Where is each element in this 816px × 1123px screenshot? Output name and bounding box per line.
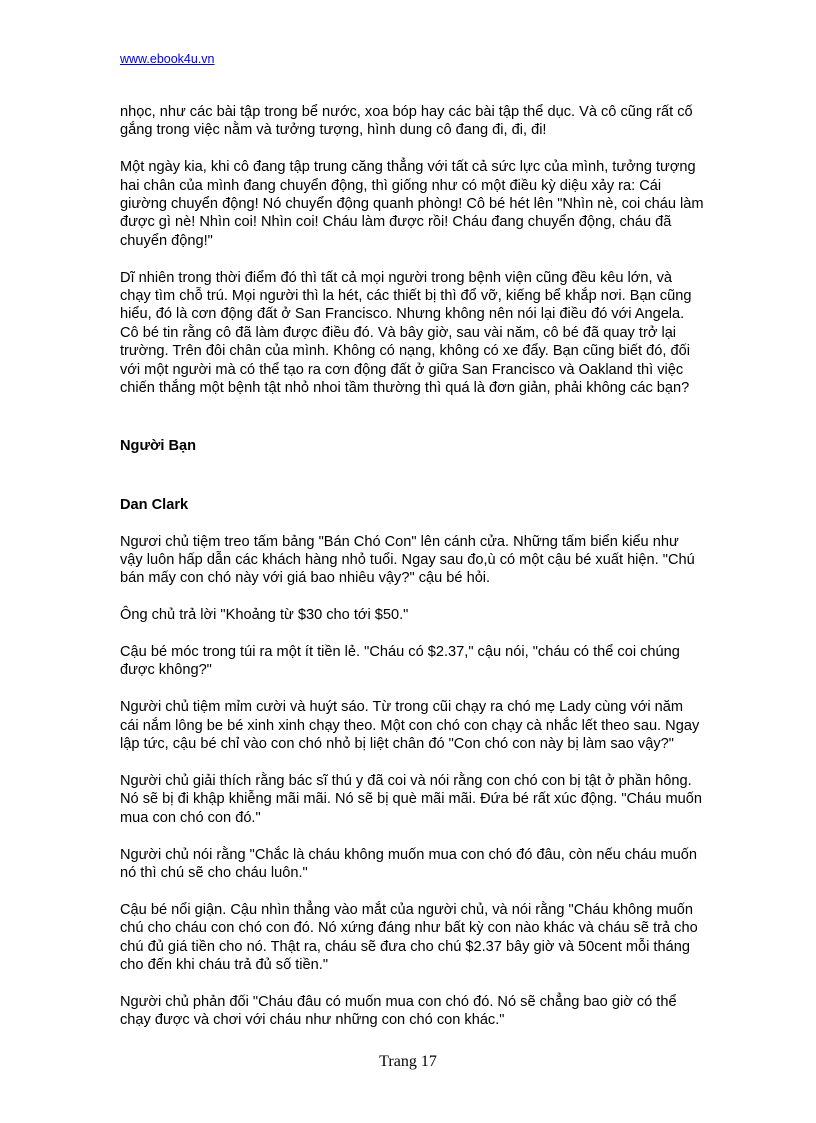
- website-link[interactable]: www.ebook4u.vn: [120, 52, 215, 66]
- paragraph: Người chủ phản đối "Cháu đâu có muốn mua con chó đó. Nó sẽ chẳng bao giờ có thể chạy được và chơi với cháu như những con chó con khác.": [120, 993, 677, 1029]
- author-name: Dan Clark: [120, 496, 189, 513]
- section-title: Người Bạn: [120, 438, 197, 455]
- paragraph: Một ngày kia, khi cô đang tập trung căng thẳng với tất cả sức lực của mình, tưởng tượng hai chân của mình đang chuyển động, thì giống như có một điều kỳ diệu xảy ra: Cái giường chuyển động! Nó chuyển động quanh phòng! Cô bé hét lên "Nhìn nè, coi cháu làm được gì nè! Nhìn coi! Nhìn coi! Cháu làm được rồi! Cháu đang chuyển động, cháu đã chuyển động!": [120, 159, 704, 249]
- paragraph: Người chủ tiệm mỉm cười và huýt sáo. Từ trong cũi chạy ra chó mẹ Lady cùng với năm cái nắm lông be bé xinh xinh chạy theo. Một con chó con chạy cà nhắc lết theo sau. Ngay lập tức, cậu bé chỉ vào con chó nhỏ bị liệt chân đó "Con chó con này bị làm sao vậy?": [120, 699, 700, 753]
- paragraph: Cậu bé nổi giận. Cậu nhìn thẳng vào mắt của người chủ, và nói rằng "Cháu không muốn chú cho cháu con chó con đó. Nó xứng đáng như bất kỳ con nào khác và cháu sẽ trả cho chú đủ giá tiền cho nó. Thật ra, cháu sẽ đưa cho chú $2.37 bây giờ và 50cent mỗi tháng cho đến khi cháu trả đủ số tiền.": [120, 901, 698, 973]
- page-number: Trang 17: [379, 1053, 437, 1070]
- paragraph: Ông chủ trả lời "Khoảng từ $30 cho tới $50.": [120, 607, 409, 624]
- paragraph: Người chủ nói rằng "Chắc là cháu không muốn mua con chó đó đâu, còn nếu cháu muốn nó thì chú sẽ cho cháu luôn.": [120, 846, 698, 881]
- paragraph: Người chủ giải thích rằng bác sĩ thú y đã coi và nói rằng con chó con bị tật ở phần hông. Nó sẽ bị đi khập khiễng mãi mãi. Nó sẽ bị què mãi mãi. Đứa bé rất xúc động. "Cháu muốn mua con chó con đó.": [120, 772, 702, 826]
- paragraph: Dĩ nhiên trong thời điểm đó thì tất cả mọi người trong bệnh viện cũng đều kêu lớn, và chạy tìm chỗ trú. Mọi người thì la hét, các thiết bị thì đổ vỡ, kiếng bể khắp nơi. Bạn cũng hiểu, đó là cơn động đất ở San Francisco. Nhưng không nên nói lại điều đó với Angela. Cô bé tin rằng cô đã làm được điều đó. Và bây giờ, sau vài năm, cô bé đã quay trở lại trường. Trên đôi chân của mình. Không có nạng, không có xe đẩy. Bạn cũng biết đó, đối với một người mà có thể tạo ra cơn động đất ở giữa San Francisco và Oakland thì việc chiến thắng một bệnh tật nhỏ nhoi tầm thường thì quá là đơn giản, phải không các bạn?: [120, 269, 692, 397]
- page-content: [120, 103, 705, 1048]
- paragraph: Ngươi chủ tiệm treo tấm bảng "Bán Chó Con" lên cánh cửa. Những tấm biển kiểu như vậy luôn hấp dẫn các khách hàng nhỏ tuổi. Ngay sau đo,ù có một cậu bé xuất hiện. "Chú bán mấy con chó này với giá bao nhiêu vậy?" cậu bé hỏi.: [120, 533, 695, 587]
- paragraph: nhọc, như các bài tập trong bể nước, xoa bóp hay các bài tập thể dục. Và cô cũng rất cố gắng trong việc nằm và tưởng tượng, hình dung cô đang đi, đi, đi!: [120, 104, 693, 139]
- paragraph: Cậu bé móc trong túi ra một ít tiền lẻ. "Cháu có $2.37," cậu nói, "cháu có thể coi chúng được không?": [120, 644, 680, 679]
